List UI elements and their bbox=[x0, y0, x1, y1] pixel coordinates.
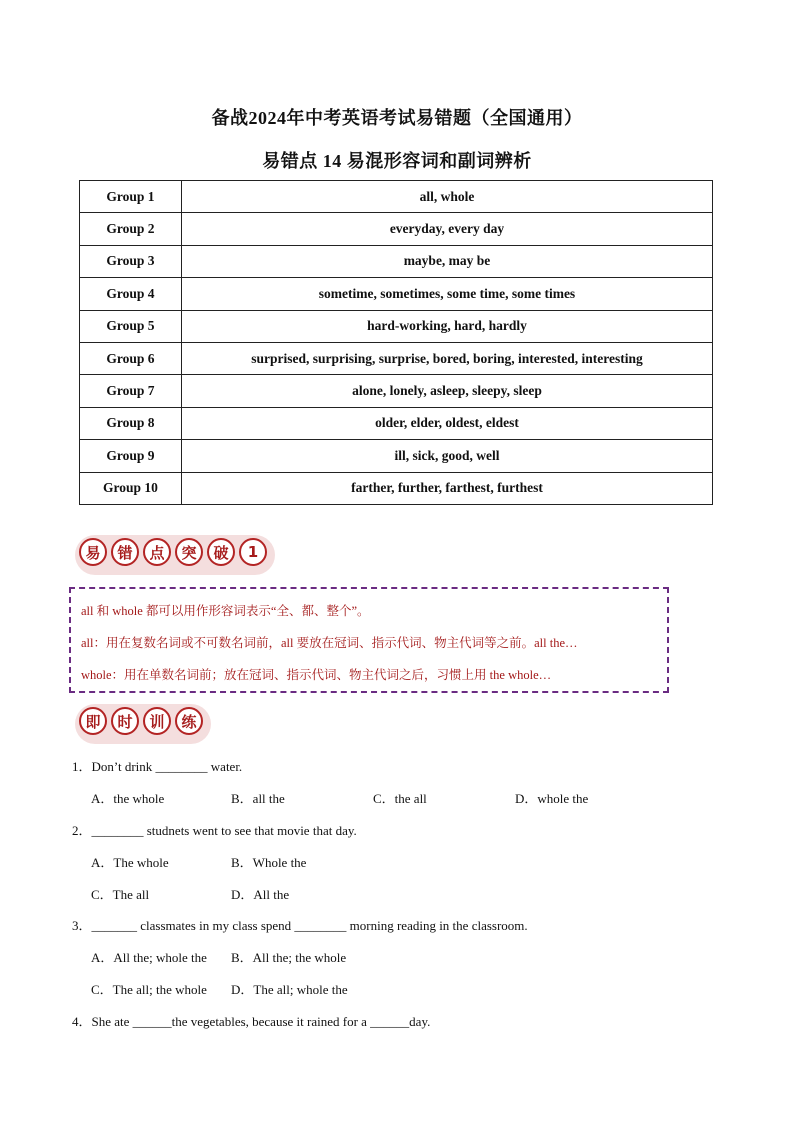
group-name: Group 8 bbox=[80, 407, 182, 439]
answer-option: B．Whole the bbox=[231, 855, 307, 870]
group-words: older, elder, oldest, eldest bbox=[182, 407, 713, 439]
group-name: Group 2 bbox=[80, 213, 182, 245]
group-name: Group 9 bbox=[80, 440, 182, 472]
table-row bbox=[80, 375, 713, 407]
group-name: Group 5 bbox=[80, 310, 182, 342]
page-title: 备战2024年中考英语考试易错题（全国通用） bbox=[211, 108, 583, 128]
group-name: Group 1 bbox=[80, 181, 182, 213]
group-name: Group 10 bbox=[80, 472, 182, 504]
group-words: sometime, sometimes, some time, some times bbox=[182, 278, 713, 310]
heading-badge: 1 bbox=[239, 538, 267, 566]
groups-table bbox=[79, 180, 713, 505]
group-words: maybe, may be bbox=[182, 245, 713, 277]
group-words: hard-working, hard, hardly bbox=[182, 310, 713, 342]
question-stem: 4．She ate ______the vegetables, because it rained for a ______day. bbox=[72, 1014, 431, 1029]
answer-option: A．All the; whole the bbox=[91, 950, 207, 965]
question-stem: 2．________ studnets went to see that movie that day. bbox=[72, 823, 357, 838]
answer-option: C．The all bbox=[91, 887, 150, 902]
answer-option: D．whole the bbox=[515, 791, 589, 806]
question-stem: 1．Don’t drink ________ water. bbox=[72, 759, 243, 774]
tip-line: all：用在复数名词或不可数名词前，all 要放在冠词、指示代词、物主代词等之前。all the… bbox=[81, 636, 578, 650]
heading-badge: 易 bbox=[79, 538, 107, 566]
question-stem: 3．_______ classmates in my class spend ________ morning reading in the classroom. bbox=[72, 918, 528, 933]
group-words: alone, lonely, asleep, sleepy, sleep bbox=[182, 375, 713, 407]
group-words: surprised, surprising, surprise, bored, boring, interested, interesting bbox=[182, 342, 713, 374]
table-row bbox=[80, 472, 713, 504]
group-name: Group 3 bbox=[80, 245, 182, 277]
group-name: Group 7 bbox=[80, 375, 182, 407]
answer-option: B．all the bbox=[231, 791, 285, 806]
heading-badge: 破 bbox=[207, 538, 235, 566]
table-row bbox=[80, 213, 713, 245]
table-row bbox=[80, 407, 713, 439]
heading-badge: 练 bbox=[175, 707, 203, 735]
group-name: Group 6 bbox=[80, 342, 182, 374]
tip-line: all 和 whole 都可以用作形容词表示“全、都、整个”。 bbox=[81, 604, 370, 618]
heading-badge: 突 bbox=[175, 538, 203, 566]
answer-option: B．All the; the whole bbox=[231, 950, 347, 965]
answer-option: D．All the bbox=[231, 887, 290, 902]
table-row bbox=[80, 310, 713, 342]
table-row bbox=[80, 440, 713, 472]
group-words: all, whole bbox=[182, 181, 713, 213]
answer-option: A．The whole bbox=[91, 855, 169, 870]
answer-option: D．The all; whole the bbox=[231, 982, 348, 997]
heading-badge: 点 bbox=[143, 538, 171, 566]
table-row bbox=[80, 342, 713, 374]
answer-option: C．The all; the whole bbox=[91, 982, 207, 997]
group-words: ill, sick, good, well bbox=[182, 440, 713, 472]
tip-line: whole：用在单数名词前；放在冠词、指示代词、物主代词之后，习惯上用 the whole… bbox=[81, 668, 552, 682]
heading-badge: 训 bbox=[143, 707, 171, 735]
page-subtitle: 易错点 14 易混形容词和副词辨析 bbox=[262, 151, 532, 171]
group-name: Group 4 bbox=[80, 278, 182, 310]
heading-badge: 错 bbox=[111, 538, 139, 566]
group-words: farther, further, farthest, furthest bbox=[182, 472, 713, 504]
table-row bbox=[80, 245, 713, 277]
section-heading-breakthrough bbox=[79, 538, 271, 572]
heading-badge: 时 bbox=[111, 707, 139, 735]
answer-option: C．the all bbox=[373, 791, 427, 806]
table-row bbox=[80, 181, 713, 213]
heading-badge: 即 bbox=[79, 707, 107, 735]
table-row bbox=[80, 278, 713, 310]
section-heading-practice bbox=[79, 707, 207, 741]
answer-option: A．the whole bbox=[91, 791, 165, 806]
group-words: everyday, every day bbox=[182, 213, 713, 245]
